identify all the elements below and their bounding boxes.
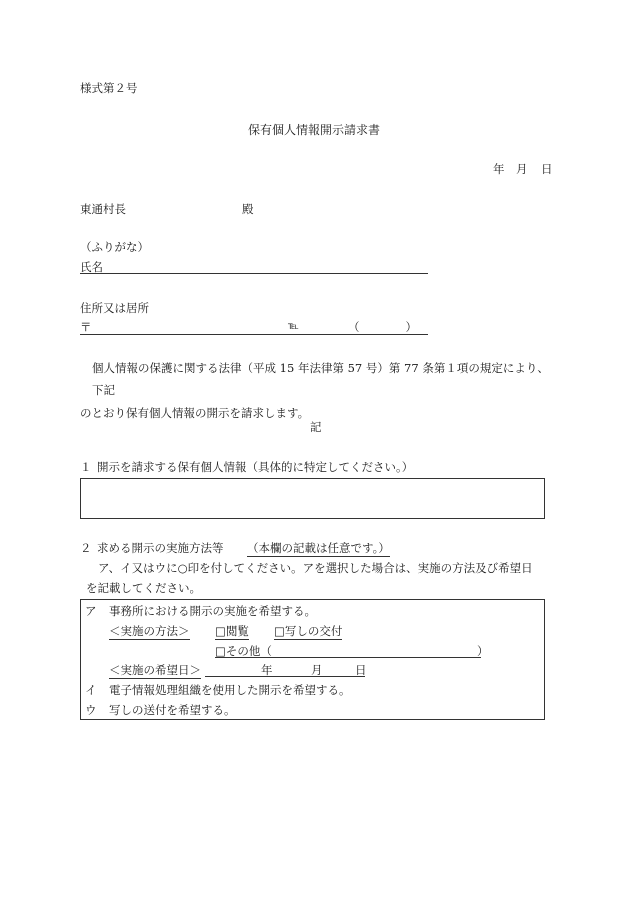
option-a-text: 事務所における開示の実施を希望する。: [109, 604, 316, 618]
form-title: 保有個人情報開示請求書: [248, 123, 381, 137]
form-number: 様式第２号: [80, 81, 138, 95]
intro-paragraph: [80, 357, 560, 424]
date-field-line[interactable]: [205, 676, 365, 677]
check-copy[interactable]: □写しの交付: [274, 624, 343, 638]
option-a-date-label: ＜実施の希望日＞: [109, 663, 201, 677]
section-2-instruction-2: を記載してください。: [86, 581, 201, 595]
name-label: 氏名: [80, 260, 103, 274]
option-a-month: 月: [311, 663, 323, 677]
option-i-text: 電子情報処理組織を使用した開示を希望する。: [109, 683, 351, 697]
intro-line-2: のとおり保有個人情報の開示を請求します。: [80, 405, 310, 420]
check-other[interactable]: □その他（: [215, 644, 272, 658]
address-label: 住所又は居所: [80, 301, 149, 315]
section-2-options-box: [80, 599, 545, 720]
tel-mark: ℡: [288, 321, 299, 332]
option-a-day: 日: [355, 663, 367, 677]
date-month: 月: [516, 162, 528, 176]
option-a-marker[interactable]: ア: [85, 604, 97, 618]
option-i-marker[interactable]: イ: [85, 683, 97, 697]
option-a-year: 年: [261, 663, 273, 677]
section-2-instruction-1: ア、イ又はウに○印を付してください。アを選択した場合は、実施の方法及び希望日: [98, 561, 533, 575]
option-u-text: 写しの送付を希望する。: [109, 703, 236, 717]
section-2-label: 求める開示の実施方法等: [97, 541, 224, 555]
other-field-line[interactable]: [215, 657, 481, 658]
addressee-honorific: 殿: [242, 202, 254, 216]
furigana-label: （ふりがな）: [80, 240, 149, 254]
tel-paren: （ ）: [348, 320, 417, 334]
postal-mark: 〒: [80, 320, 92, 334]
other-close-paren: ）: [477, 644, 489, 658]
address-field-line[interactable]: [80, 334, 428, 335]
section-2-number: ２: [80, 541, 92, 555]
name-field-line[interactable]: [80, 273, 428, 274]
ki-heading: 記: [310, 420, 322, 434]
option-u-marker[interactable]: ウ: [85, 703, 97, 717]
section-1-label: 開示を請求する保有個人情報（具体的に特定してください。）: [97, 460, 414, 474]
section-1-number: １: [80, 460, 92, 474]
intro-line-1: 個人情報の保護に関する法律（平成 15 年法律第 57 号）第 77 条第１項の規定により、下記: [92, 361, 549, 398]
section-1-input-box[interactable]: [80, 478, 545, 519]
section-2-note: （本欄の記載は任意です。）: [247, 541, 390, 555]
date-year: 年: [493, 162, 505, 176]
check-view[interactable]: □閲覧: [215, 624, 249, 638]
date-day: 日: [541, 162, 553, 176]
option-a-method-label: ＜実施の方法＞: [109, 624, 190, 638]
addressee-name: 東通村長: [80, 202, 126, 216]
